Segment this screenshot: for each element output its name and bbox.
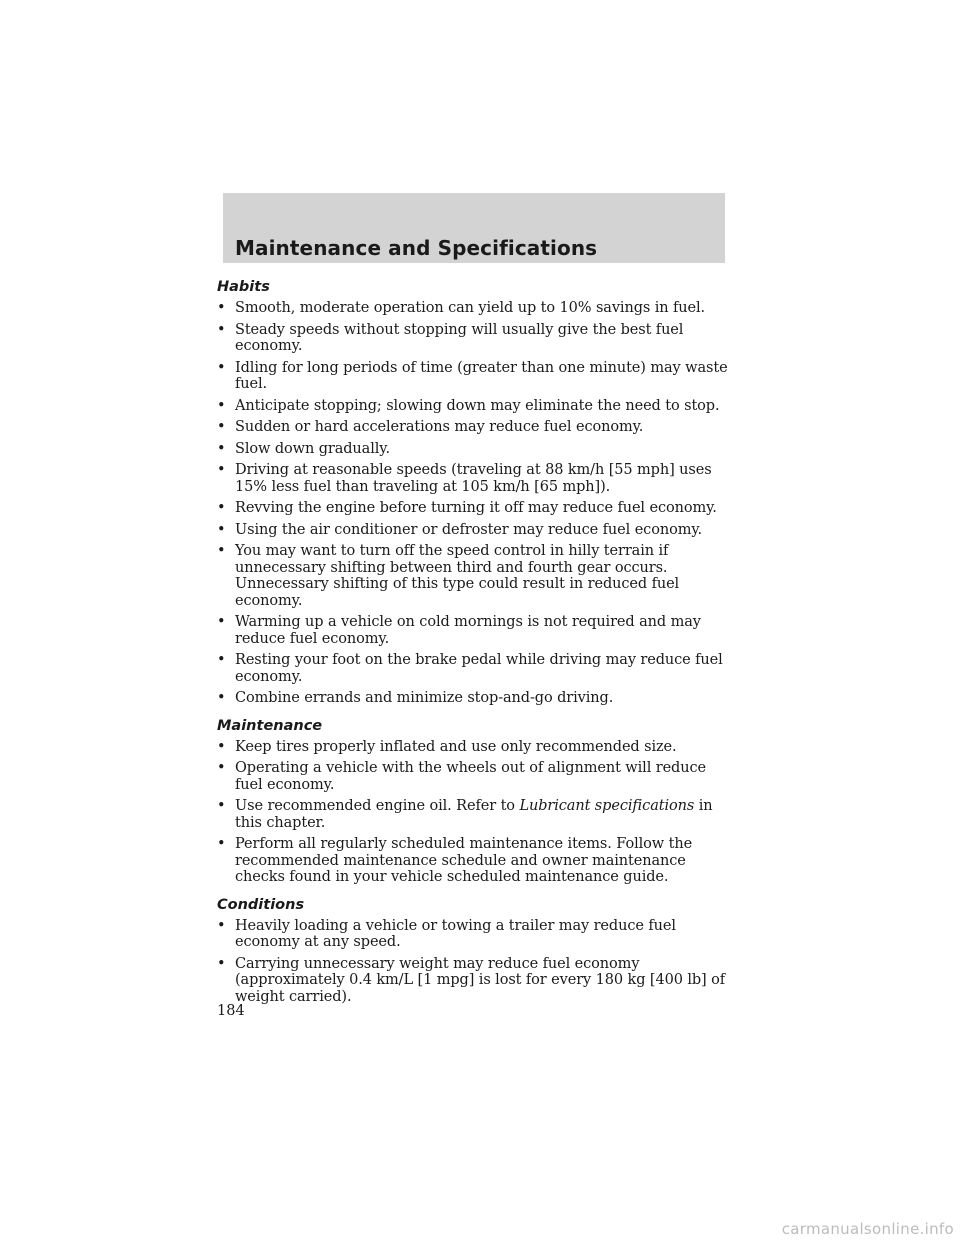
bullet-icon: • xyxy=(217,836,226,852)
page-content xyxy=(217,278,732,1010)
list-item: • Using the air conditioner or defroster may reduce fuel economy. xyxy=(217,521,703,538)
list-item: • Slow down gradually. xyxy=(217,440,390,457)
bullet-icon: • xyxy=(217,543,226,559)
list-item: • Sudden or hard accelerations may reduce fuel economy. xyxy=(217,419,644,435)
bullet-icon: • xyxy=(217,917,226,934)
list-item: • Carrying unnecessary weight may reduce fuel economy (approximately 0.4 km/L [1 mpg] is lost for every 180 kg [400 lb] of weight carried). xyxy=(217,955,726,1005)
page-number: 184 xyxy=(217,1003,245,1019)
chapter-title: Maintenance and Specifications xyxy=(235,236,598,260)
bullet-icon: • xyxy=(217,321,226,338)
list-item: • You may want to turn off the speed control in hilly terrain if unnecessary shifting between third and fourth gear occurs. Unnecessary shifting of this type could result in reduced fuel economy. xyxy=(217,543,680,609)
list-item: • Perform all regularly scheduled maintenance items. Follow the recommended maintenance schedule and owner maintenance checks found in your vehicle scheduled maintenance guide. xyxy=(217,836,693,885)
section-heading-conditions: Conditions xyxy=(217,896,305,913)
bullet-icon: • xyxy=(217,419,226,435)
bullet-icon: • xyxy=(217,521,226,538)
bullet-icon: • xyxy=(217,397,226,414)
list-item: • Warming up a vehicle on cold mornings is not required and may reduce fuel economy. xyxy=(217,614,701,647)
bullet-icon: • xyxy=(217,760,226,776)
bullet-icon: • xyxy=(217,300,226,316)
habits-list xyxy=(217,300,732,707)
watermark: carmanualsonline.info xyxy=(781,1220,954,1238)
bullet-icon: • xyxy=(217,500,226,516)
bullet-icon: • xyxy=(217,359,226,376)
bullet-icon: • xyxy=(217,462,226,478)
section-heading-maintenance: Maintenance xyxy=(217,717,323,734)
list-item: • Driving at reasonable speeds (traveling at 88 km/h [55 mph] uses 15% less fuel than traveling at 105 km/h [65 mph]). xyxy=(217,462,712,495)
list-item: • Operating a vehicle with the wheels out of alignment will reduce fuel economy. xyxy=(217,760,706,793)
bullet-icon: • xyxy=(217,798,226,814)
bullet-icon: • xyxy=(217,652,226,668)
lubricant-specifications-reference: Lubricant specifications xyxy=(519,798,695,814)
list-item: • Revving the engine before turning it off may reduce fuel economy. xyxy=(217,500,717,516)
list-item: • Keep tires properly inflated and use only recommended size. xyxy=(217,738,677,755)
list-item: • Anticipate stopping; slowing down may eliminate the need to stop. xyxy=(217,397,720,414)
conditions-list xyxy=(217,918,732,1006)
bullet-icon: • xyxy=(217,614,226,630)
list-item: • Idling for long periods of time (greater than one minute) may waste fuel. xyxy=(217,359,728,392)
list-item: • Resting your foot on the brake pedal while driving may reduce fuel economy. xyxy=(217,652,723,685)
bullet-icon: • xyxy=(217,440,226,457)
maintenance-list xyxy=(217,739,732,886)
list-item: • Smooth, moderate operation can yield up to 10% savings in fuel. xyxy=(217,300,706,316)
bullet-icon: • xyxy=(217,690,226,706)
list-item: • Heavily loading a vehicle or towing a trailer may reduce fuel economy at any speed. xyxy=(217,917,676,950)
bullet-icon: • xyxy=(217,955,226,972)
bullet-icon: • xyxy=(217,738,226,755)
section-heading-habits: Habits xyxy=(217,279,270,295)
list-item: • Use recommended engine oil. Refer to Lubricant specifications in this chapter. xyxy=(217,798,713,831)
chapter-header-band xyxy=(223,193,725,263)
list-item: • Combine errands and minimize stop-and-go driving. xyxy=(217,690,614,706)
list-item: • Steady speeds without stopping will usually give the best fuel economy. xyxy=(217,321,684,354)
